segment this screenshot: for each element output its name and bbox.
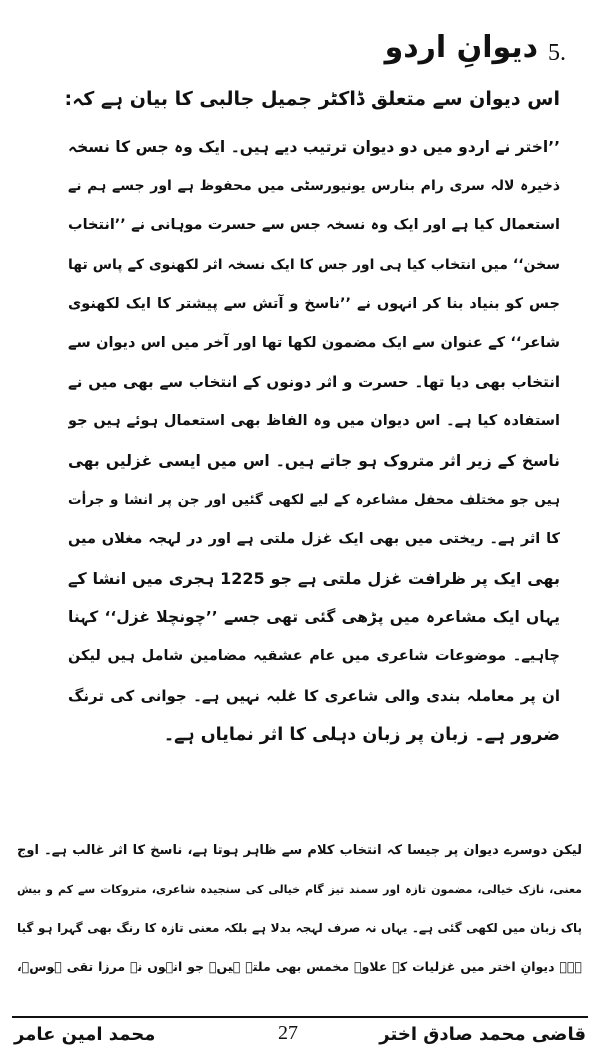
body-paragraph xyxy=(17,832,582,986)
quote-line: ہیں جو مختلف محفل مشاعرہ کے لیے لکھی گئیں اور جن پر انشا و جرأت xyxy=(68,491,560,508)
section-title: دیوانِ اردو xyxy=(384,30,538,65)
quote-line: شاعر‘‘ کے عنوان سے ایک مضمون لکھا تھا اور آخر میں اس دیوان سے xyxy=(68,334,560,351)
section-number: 5. xyxy=(548,40,566,66)
quote-line: ناسخ کے زیر اثر متروک ہو جاتے ہیں۔ اس میں ایسی غزلیں بھی xyxy=(68,451,560,470)
quote-line: چاہیے۔ موضوعات شاعری میں عام عشقیہ مضامین شامل ہیں لیکن xyxy=(68,648,560,665)
footer-author-name: قاضی محمد صادق اختر xyxy=(379,1024,586,1045)
quote-line: ان پر معاملہ بندی والی شاعری کا غلبہ نہیں ہے۔ جوانی کی ترنگ xyxy=(68,686,560,705)
page-number: 27 xyxy=(278,1022,298,1044)
quote-line: جس کو بنیاد بنا کر انہوں نے ’’ناسخ و آتش سے پیشتر کا ایک لکھنوی xyxy=(68,295,560,312)
quote-line: ضرور ہے۔ زبان پر زبان دہلی کا اثر نمایاں ہے۔ xyxy=(163,724,560,745)
quote-line: استفادہ کیا ہے۔ اس دیوان میں وہ الفاظ بھی استعمال ہوئے ہیں جو xyxy=(68,413,560,430)
paragraph-line: معنی، نازک خیالی، مضمون تازہ اور سمند تیز گام خیالی کی سنجیدہ شاعری، متروکات سے کم و بیش xyxy=(17,882,582,896)
quote-line: یہاں ایک مشاعرہ میں پڑھی گئی تھی جسے ’’چونچلا غزل‘‘ کہنا xyxy=(68,608,560,627)
quote-line: ذخیرہ لالہ سری رام بنارس یونیورسٹی میں محفوظ ہے اور جسے ہم نے xyxy=(68,178,560,195)
footer-compiler-name: محمد امین عامر xyxy=(14,1024,156,1045)
paragraph-line: لیکن دوسرے دیوان پر جیسا کہ انتخاب کلام سے ظاہر ہوتا ہے، ناسخ کا اثر غالب ہے۔ اوج xyxy=(17,843,582,858)
quote-line: استعمال کیا ہے اور ایک وہ نسخہ جس سے حسرت موہانی نے ’’انتخاب xyxy=(68,217,560,234)
page-footer xyxy=(0,1018,600,1055)
intro-line: اس دیوان سے متعلق ڈاکٹر جمیل جالبی کا بیان ہے کہ: xyxy=(64,88,560,110)
quote-line: سخن‘‘ میں انتخاب کیا ہی اور جس کا ایک نسخہ اثر لکھنوی کے پاس تھا xyxy=(68,256,560,273)
paragraph-line: ہے۔ دیوانِ اختر میں غزلیات کے علاوہ مخمس بھی ملتے ہیں۔ جو انہوں نے مرزا تقی ہوسؔ، xyxy=(17,958,582,974)
quote-block xyxy=(68,128,560,755)
quote-line: کا اثر ہے۔ ریختی میں بھی ایک غزل ملتی ہے اور در لہجہ مغلاں میں xyxy=(68,530,560,547)
paragraph-line: پاک زبان میں لکھی گئی ہے۔ یہاں نہ صرف لہجہ بدلا ہے بلکہ معنی تازہ کا رنگ بھی گہرا ہو گیا xyxy=(17,921,582,935)
quote-line: بھی ایک پر ظرافت غزل ملتی ہے جو 1225 ہجری میں انشا کے xyxy=(68,569,560,589)
quote-line: ’’اختر نے اردو میں دو دیوان ترتیب دیے ہیں۔ ایک وہ جس کا نسخہ xyxy=(68,138,560,156)
quote-line: انتخاب بھی دیا تھا۔ حسرت و اثر دونوں کے انتخاب سے بھی میں نے xyxy=(68,373,560,392)
